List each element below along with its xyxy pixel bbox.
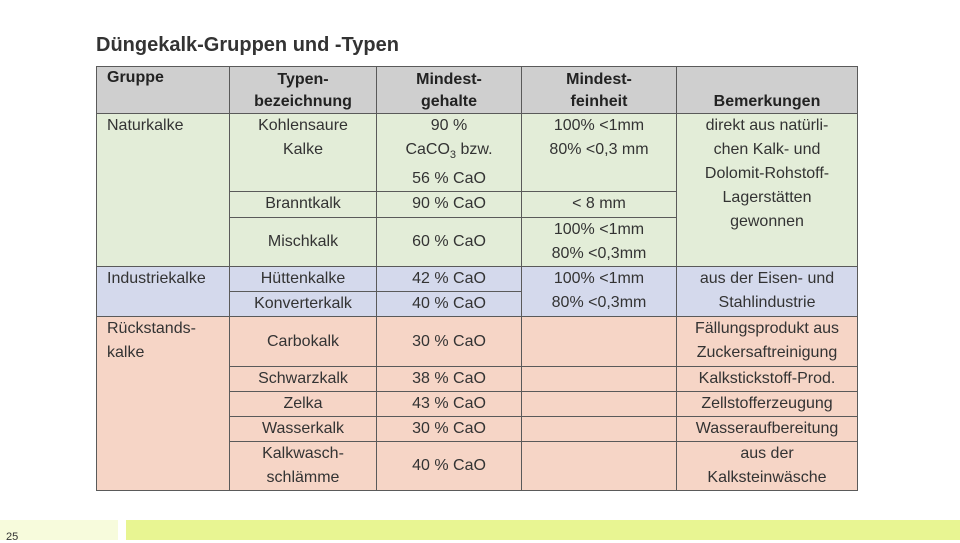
table-row <box>97 114 858 192</box>
gehalt-cell: 30 % CaO <box>377 417 522 442</box>
feinheit-cell-industriekalke: 100% <1mm 80% <0,3mm <box>522 267 677 317</box>
bemerkung-cell: Wasseraufbereitung <box>677 417 858 442</box>
gehalt-suffix: bzw. <box>456 141 493 158</box>
typ-cell: Hüttenkalke <box>230 267 377 292</box>
typ-cell: Schwarzkalk <box>230 367 377 392</box>
bemerkung-cell: Kalkstickstoff-Prod. <box>677 367 858 392</box>
feinheit-cell: 100% <1mm 80% <0,3mm <box>522 218 677 267</box>
group-cell-industriekalke: Industriekalke <box>97 267 230 317</box>
table-row <box>97 267 858 292</box>
typ-cell: Kohlensaure Kalke <box>230 114 377 192</box>
bemerkung-cell-naturkalke: direkt aus natürli- chen Kalk- und Dolomit-Rohstoff- Lagerstätten gewonnen <box>677 114 858 267</box>
gehalt-line: 56 % CaO <box>412 170 486 188</box>
gehalt-cell: 38 % CaO <box>377 367 522 392</box>
header-mindestgehalte: Mindest- gehalte <box>377 67 522 114</box>
typ-cell: Branntkalk <box>230 192 377 218</box>
gehalt-cell: 42 % CaO <box>377 267 522 292</box>
typ-cell: Mischkalk <box>230 218 377 267</box>
feinheit-cell: 100% <1mm 80% <0,3 mm <box>522 114 677 192</box>
gehalt-prefix: CaCO <box>405 141 450 158</box>
bemerkung-cell-industriekalke: aus der Eisen- und Stahlindustrie <box>677 267 858 317</box>
header-gruppe: Gruppe <box>97 67 230 114</box>
header-bemerkungen: Bemerkungen <box>677 67 858 114</box>
group-cell-naturkalke: Naturkalke <box>97 114 230 267</box>
header-mindestfeinheit: Mindest- feinheit <box>522 67 677 114</box>
typ-cell: Kalkwasch- schlämme <box>230 442 377 491</box>
bemerkung-cell: Fällungsprodukt aus Zuckersaftreinigung <box>677 317 858 367</box>
gehalt-cell: 60 % CaO <box>377 218 522 267</box>
gehalt-cell: 40 % CaO <box>377 292 522 317</box>
gehalt-cell: 30 % CaO <box>377 317 522 367</box>
feinheit-cell-empty <box>522 367 677 392</box>
typ-cell: Zelka <box>230 392 377 417</box>
gehalt-line <box>380 138 518 167</box>
group-cell-rueckstandskalke: Rückstands- kalke <box>97 317 230 491</box>
feinheit-cell-empty <box>522 317 677 367</box>
header-typenbezeichnung: Typen- bezeichnung <box>230 67 377 114</box>
fertilizer-lime-table <box>96 66 858 491</box>
typ-cell: Carbokalk <box>230 317 377 367</box>
feinheit-cell-empty <box>522 417 677 442</box>
gehalt-cell: 90 % CaO <box>377 192 522 218</box>
gehalt-cell: 40 % CaO <box>377 442 522 491</box>
gehalt-line: 90 % <box>430 117 468 134</box>
feinheit-cell-empty <box>522 392 677 417</box>
bemerkung-cell: Zellstofferzeugung <box>677 392 858 417</box>
gehalt-subscript: 3 <box>449 149 457 162</box>
footer-accent-bar <box>126 520 960 540</box>
page-number: 25 <box>6 531 19 543</box>
header-row <box>97 67 858 114</box>
bemerkung-cell: aus der Kalksteinwäsche <box>677 442 858 491</box>
feinheit-cell: < 8 mm <box>522 192 677 218</box>
table-row <box>97 317 858 367</box>
typ-cell: Wasserkalk <box>230 417 377 442</box>
gehalt-cell <box>377 114 522 192</box>
gehalt-cell: 43 % CaO <box>377 392 522 417</box>
typ-cell: Konverterkalk <box>230 292 377 317</box>
page-title: Düngekalk-Gruppen und -Typen <box>96 34 399 56</box>
feinheit-cell-empty <box>522 442 677 491</box>
